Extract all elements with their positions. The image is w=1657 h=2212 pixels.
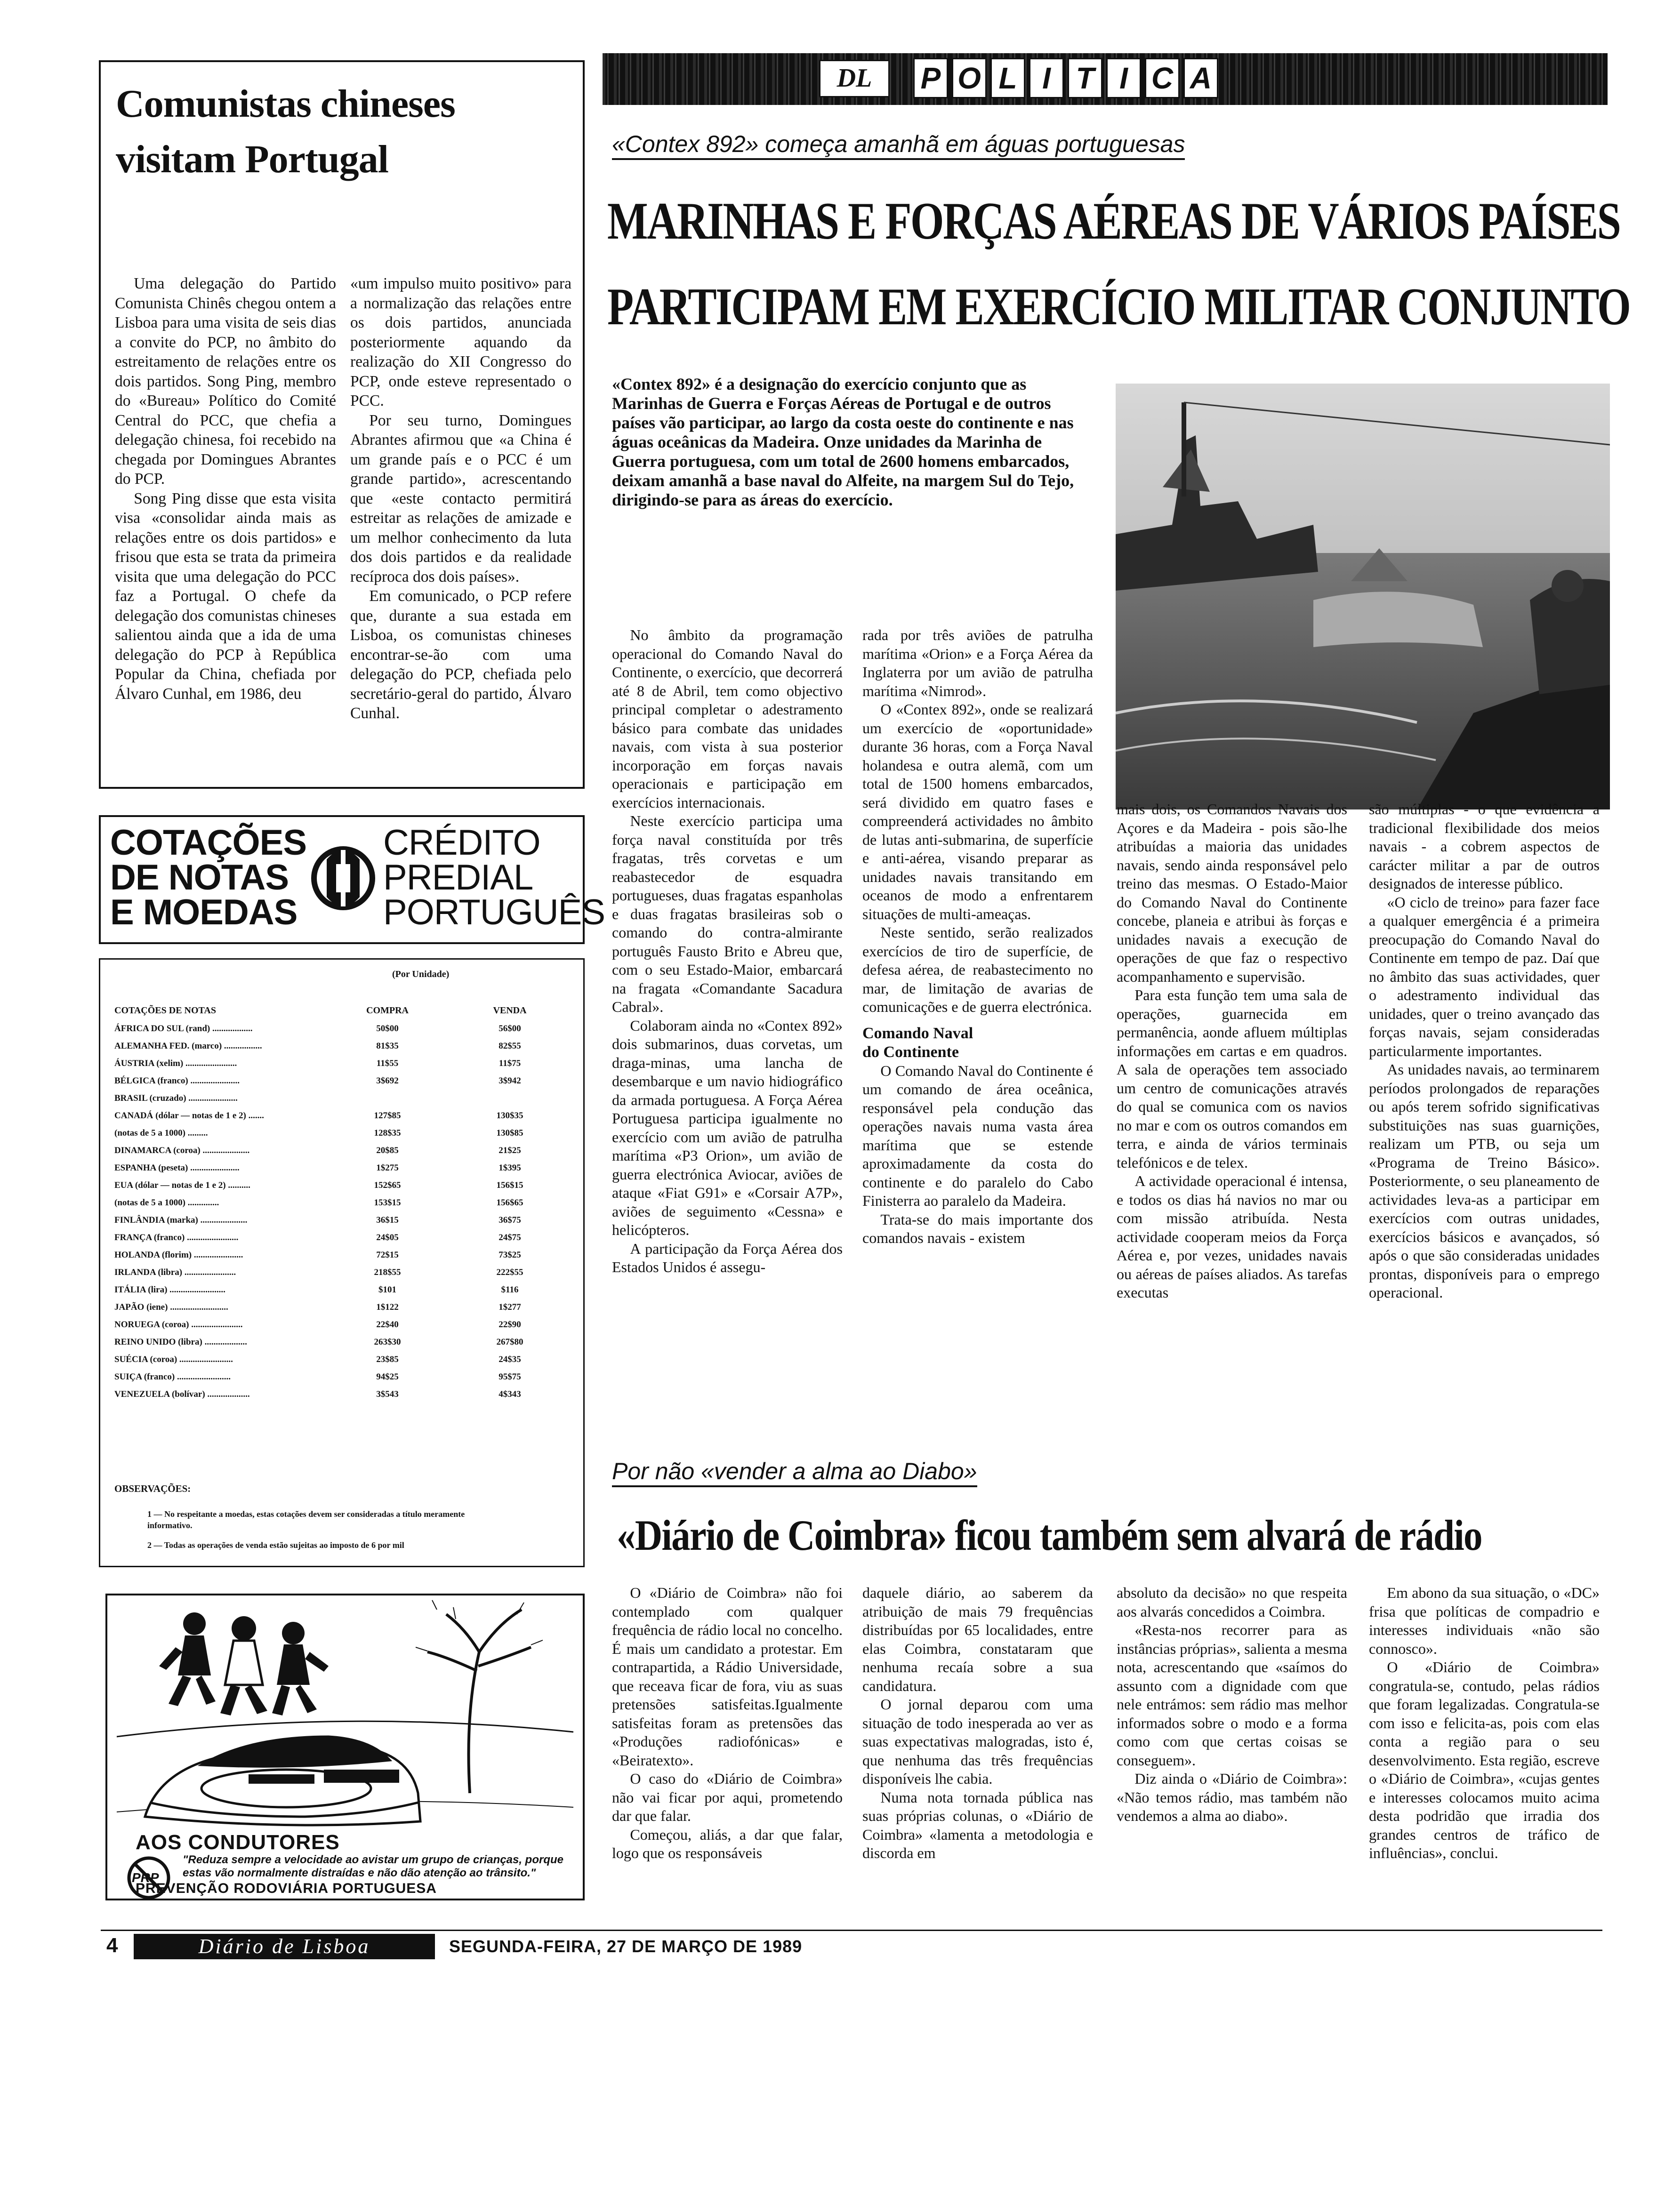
banner-letter: I	[1029, 58, 1064, 98]
main-article-headline1: MARINHAS E FORÇAS AÉREAS DE VÁRIOS PAÍSES	[607, 192, 1620, 250]
table-cell: 11$55	[376, 1058, 399, 1068]
chinese-article-col1	[115, 274, 336, 782]
paragraph: mais dois, os Comandos Navais dos Açores e da Madeira - pois são-lhe atribuídas a maioria das unidades navais, sendo ainda responsável pelo treino das mesmas. O Estado-Maior do Comando Naval do Continente concebe, planeia e atribui às forças e unidades navais a execução de operações de que faz o respectivo acompanhamento e supervisão.	[1117, 801, 1347, 985]
paragraph: Começou, aliás, a dar que falar, logo que os responsáveis	[612, 1826, 843, 1861]
table-row	[100, 1124, 571, 1142]
table-cell: 152$65	[374, 1180, 401, 1190]
table-row	[100, 1107, 571, 1124]
warship-photo	[1116, 384, 1610, 809]
header-cell: COMPRA	[366, 1005, 409, 1016]
quotes-ad-line: PREDIAL	[383, 858, 533, 898]
table-row	[100, 1055, 571, 1072]
table-row	[100, 1177, 571, 1194]
page-number: 4	[106, 1934, 118, 1957]
main-article-lead	[612, 375, 1092, 591]
paragraph: «um impulso muito positivo» para a normalização das relações entre os dois partidos, anunciada posteriormente aquando da realização do XII Congresso do PCP, onde esteve representado o PCC.	[350, 275, 571, 409]
paragraph: Por seu turno, Domingues Abrantes afirmou que «a China é um grande país e o PCC é um grande partido», acrescentando que «este contacto permitirá estreitar as relações de amizade e um melhor conhecimento da luta dos dois partidos e da realidade recíproca dos dois países».	[350, 411, 571, 585]
table-cell: 128$35	[374, 1128, 401, 1138]
table-cell: 3$942	[499, 1075, 521, 1086]
table-cell: 36$15	[376, 1215, 399, 1225]
paragraph: Trata-se do mais importante dos comandos navais - existem	[862, 1210, 1093, 1246]
radio-article-col1	[612, 1584, 843, 1932]
table-cell: 72$15	[376, 1250, 399, 1260]
table-cell: 153$15	[374, 1197, 401, 1208]
table-cell	[326, 1090, 449, 1107]
quotes-obs-title: OBSERVAÇÕES:	[114, 1483, 191, 1494]
table-cell: 130$85	[496, 1128, 523, 1138]
table-cell: (notas de 5 a 1000) .........	[114, 1128, 208, 1138]
table-cell: ITÁLIA (lira) .........................	[114, 1284, 225, 1295]
table-cell: 82$55	[499, 1041, 521, 1051]
table-cell: ALEMANHA FED. (marco) .................	[114, 1041, 262, 1051]
main-article-col1	[612, 626, 843, 1445]
paragraph: O caso do «Diário de Coimbra» não vai ficar por aqui, prometendo dar que falar.	[612, 1770, 843, 1824]
quotes-ad-left-text	[110, 825, 306, 930]
table-row	[100, 1020, 571, 1037]
table-cell: 21$25	[499, 1145, 521, 1155]
quotes-unit-note: (Por Unidade)	[392, 969, 450, 979]
paragraph: Neste exercício participa uma força naval constituída por três fragatas, três corvetas e um reabastecedor de esquadra portugueses, duas fragatas espanholas e duas fragatas brasileiras sob o comando do contra-almirante português Fausto Brito e Abreu que, com o seu Estado-Maior, embarcará na fragata «Comandante Sacadura Cabral».	[612, 812, 843, 1015]
table-cell: SUÉCIA (coroa) ........................	[114, 1354, 233, 1364]
paragraph: O «Contex 892», onde se realizará um exercício de «oportunidade» durante 36 horas, com a Força Naval holandesa e outra alemã, com um total de 1500 homens embarcados, será dividido em quatro fases e compreenderá actividades no âmbito de lutas anti-submarina, de superfície e anti-aérea, visando preparar as unidades navais transitando em oceanos de modo a enfrentarem situações de multi-ameaças.	[862, 701, 1093, 922]
table-cell: 130$35	[496, 1110, 523, 1121]
quotes-ad-line: DE NOTAS	[110, 858, 289, 898]
table-cell: ÁUSTRIA (xelim) .......................	[114, 1058, 237, 1068]
table-cell: EUA (dólar — notas de 1 e 2) ..........	[114, 1180, 250, 1190]
paragraph: Diz ainda o «Diário de Coimbra»: «Não temos rádio, mas também não vendemos a alma ao diabo».	[1117, 1770, 1347, 1824]
table-cell: 11$75	[499, 1058, 521, 1068]
table-cell: 20$85	[376, 1145, 399, 1155]
banner-letter: C	[1145, 58, 1180, 98]
table-cell: (notas de 5 a 1000) ..............	[114, 1197, 219, 1208]
table-cell: DINAMARCA (coroa) .....................	[114, 1145, 250, 1155]
chinese-article-title-line1: Comunistas chineses	[116, 82, 455, 126]
paragraph: Colaboram ainda no «Contex 892» dois submarinos, duas corvetas, um draga-minas, uma lancha de desembarque e um navio hidiográfico da armada portuguesa. A Força Aérea Portuguesa participa igualmente no exercício com um avião de patrulha marítima «P3 Orion», um avião de guerra electrónica Aviocar, aviões de ataque «Fiat G91» e «Corsair A7P», aviões de seguimento «Cessna» e helicópteros.	[612, 1017, 843, 1238]
credito-predial-logo-icon	[308, 831, 378, 925]
drivers-ad-footer: PREVENÇÃO RODOVIÁRIA PORTUGUESA	[136, 1881, 437, 1896]
table-cell: JAPÃO (iene) ..........................	[114, 1302, 228, 1312]
table-cell	[449, 1090, 571, 1107]
paragraph: rada por três aviões de patrulha marítima «Orion» e a Força Aérea da Inglaterra por um avião de patrulha marítima «Nimrod».	[862, 626, 1093, 699]
banner-letter: T	[1068, 58, 1102, 98]
table-row	[100, 1072, 571, 1090]
paragraph: são múltiplas - o que evidência a tradicional flexibilidade dos meios navais - a cobrem aspectos de carácter militar a par de outros designados de interesse público.	[1369, 801, 1600, 892]
drivers-ad-text: "Reduza sempre a velocidade ao avistar um grupo de crianças, porque estas vão normalmente distraídas e não dão atenção ao trânsito."	[183, 1853, 563, 1879]
paragraph: Para esta função tem uma sala de operações, guarnecida em permanência, aonde afluem múltiplas informações em cartas e em quadros. A sala de operações tem associado um centro de comunicações através do qual se comunica com os navios no mar e com os outros comandos em terra, e ainda de vários terminais telefónicos e de telex.	[1117, 986, 1347, 1171]
paragraph: «Resta-nos recorrer para as instâncias próprias», salienta a mesma nota, acrescentando que «saímos do assunto com a dignidade com que nele entrámos: sem rádio mas melhor informados sobre o modo e a forma como com que certas coisas se conseguem».	[1117, 1621, 1347, 1769]
main-article-col4	[1369, 800, 1600, 1445]
table-cell: 4$343	[499, 1389, 521, 1399]
table-cell: 218$55	[374, 1267, 401, 1277]
table-cell: 267$80	[496, 1337, 523, 1347]
table-cell: 22$90	[499, 1319, 521, 1330]
table-cell: ESPANHA (peseta) ......................	[114, 1162, 240, 1173]
paragraph: O jornal deparou com uma situação de todo inesperada ao ver as suas expectativas malogradas, isto é, que nenhuma das três frequências disponíveis lhe cabia.	[862, 1696, 1093, 1787]
banner-letter: L	[990, 58, 1025, 98]
paragraph: As unidades navais, ao terminarem períodos prolongados de reparações ou após terem sofrido significativas substituições nas suas guarnições, realizam um PTB, ou seja um «Programa de Treino Básico». Posteriormente, o seu planeamento de actividades leva-as a participar em exercícios com outras unidades, exercícios básicos e avançados, só após o que são consideradas unidades prontas, disponíveis para o emprego operacional.	[1369, 1061, 1600, 1301]
paragraph: Em abono da sua situação, o «DC» frisa que políticas de compadrio e interesses individuais «não são connosco».	[1369, 1584, 1600, 1657]
table-row	[100, 1333, 571, 1351]
table-cell: IRLANDA (libra) .......................	[114, 1267, 236, 1277]
table-cell: 24$05	[376, 1232, 399, 1242]
radio-article-col4	[1369, 1584, 1600, 1932]
chinese-article-title	[116, 76, 568, 187]
paragraph: O «Diário de Coimbra» congratula-se, contudo, pelas rádios que foram legalizadas. Congratula-se com isso e felicita-as, pois com elas conta a região para o seu desenvolvimento. Esta região, escreve o «Diário de Coimbra», «cujas gentes e interesses colocamos muito acima desta podridão que irradia dos grandes centros de tráfico de influências», conclui.	[1369, 1659, 1600, 1861]
quotes-obs2: 2 — Todas as operações de venda estão sujeitas ao imposto de 6 por mil	[147, 1540, 404, 1550]
table-row	[100, 1090, 571, 1107]
table-cell: 81$35	[376, 1041, 399, 1051]
main-article-kicker: «Contex 892» começa amanhã em águas portuguesas	[612, 131, 1185, 160]
table-cell: 3$543	[376, 1389, 399, 1399]
table-row	[100, 1368, 571, 1386]
banner-letter: O	[952, 58, 987, 98]
quotes-ad-line: COTAÇÕES	[110, 823, 307, 863]
subhead-line2: do Continente	[862, 1043, 959, 1061]
table-cell: 1$395	[499, 1162, 521, 1173]
paragraph: absoluto da decisão» no que respeita aos alvarás concedidos a Coimbra.	[1117, 1584, 1347, 1620]
table-cell: FINLÂNDIA (marka) .....................	[114, 1215, 248, 1225]
table-cell: 73$25	[499, 1250, 521, 1260]
page-footer	[101, 1930, 1602, 1964]
radio-article-kicker: Por não «vender a alma ao Diabo»	[612, 1458, 977, 1487]
chinese-communists-article-box	[99, 60, 585, 789]
table-row	[100, 1316, 571, 1333]
quotes-table-box	[99, 958, 585, 1567]
table-row	[100, 1386, 571, 1403]
table-cell: 24$75	[499, 1232, 521, 1242]
table-row	[100, 1351, 571, 1368]
banner-letter: A	[1183, 58, 1218, 98]
table-row	[100, 1264, 571, 1281]
table-cell: 3$692	[376, 1075, 399, 1086]
table-cell: VENEZUELA (bolívar) ...................	[114, 1389, 250, 1399]
table-cell: 1$275	[376, 1162, 399, 1173]
paragraph: A participação da Força Aérea dos Estados Unidos é assegu-	[612, 1240, 843, 1275]
table-cell: NORUEGA (coroa) .......................	[114, 1319, 243, 1330]
header-cell: VENDA	[493, 1005, 527, 1016]
radio-article-col2	[862, 1584, 1093, 1932]
table-cell: 263$30	[374, 1337, 401, 1347]
quotes-table-wrap	[100, 1001, 571, 1403]
banner-letter: P	[913, 58, 948, 98]
table-cell: 1$277	[499, 1302, 521, 1312]
table-cell: $116	[501, 1284, 519, 1295]
table-cell: ÁFRICA DO SUL (rand) ..................	[114, 1023, 253, 1034]
table-cell: 23$85	[376, 1354, 399, 1364]
table-cell: BRASIL (cruzado) ......................	[114, 1093, 238, 1103]
table-row	[100, 1298, 571, 1316]
table-row	[100, 1194, 571, 1211]
chinese-article-title-line2: visitam Portugal	[116, 137, 388, 181]
banner-pattern	[603, 53, 1608, 105]
section-banner-politica	[603, 53, 1608, 105]
main-article-col3	[1117, 800, 1347, 1445]
table-cell: 95$75	[499, 1371, 521, 1382]
table-cell: 24$35	[499, 1354, 521, 1364]
quotes-table	[100, 1001, 571, 1403]
radio-article-headline: «Diário de Coimbra» ficou também sem alvará de rádio	[617, 1511, 1482, 1559]
paragraph: A actividade operacional é intensa, e todos os dias há navios no mar ou com missão atribuída. Nesta actividade cooperam meios da Força Aérea e, por vezes, unidades navais ou aéreas de países aliados. As tarefas executas	[1117, 1172, 1347, 1301]
table-row	[100, 1229, 571, 1246]
table-cell: $101	[378, 1284, 396, 1295]
children-crossing-illustration	[107, 1595, 583, 1840]
table-row	[100, 1281, 571, 1298]
paragraph: Em comunicado, o PCP refere que, durante a sua estada em Lisboa, os comunistas chineses encontrar-se-ão com uma delegação do PCP, chefiada pelo secretário-geral do partido, Álvaro Cunhal.	[350, 587, 571, 722]
quotes-obs1: 1 — No respeitante a moedas, estas cotações devem ser consideradas a título meramente informativo.	[147, 1509, 465, 1530]
dl-logo: DL	[819, 60, 890, 97]
subhead-line1: Comando Naval	[862, 1024, 973, 1042]
paragraph: Uma delegação do Partido Comunista Chinês chegou ontem a Lisboa para uma visita de seis dias a convite do PCP, no âmbito do estreitamento de relações entre os dois partidos. Song Ping, membro do «Bureau» Político do Comité Central do PCC, que chefia a delegação chinesa, foi recebido na chegada por Domingues Abrantes do PCP.	[115, 275, 336, 488]
paragraph: O «Diário de Coimbra» não foi contemplado com qualquer frequência de rádio local no concelho. É mais um candidato a protestar. Em contrapartida, a Rádio Universidade, que receava ficar de fora, viu as suas pretensões satisfeitas.Igualmente satisfeitas foram as pretensões das «Produções radiofónicas» e «Beiratexto».	[612, 1584, 843, 1769]
drivers-ad-title: AOS CONDUTORES	[136, 1831, 340, 1854]
paragraph: No âmbito da programação operacional do Comando Naval do Continente, o exercício, que decorrerá até 8 de Abril, tem como objectivo principal completar o adestramento básico para combate das unidades navais, com vista à sua posterior incorporação em forças navais operacionais e participação em exercícios internacionais.	[612, 626, 843, 811]
table-cell: SUIÇA (franco) ........................	[114, 1371, 231, 1382]
table-cell: HOLANDA (florim) ......................	[114, 1250, 243, 1260]
drivers-ad-box	[105, 1594, 585, 1900]
header-cell: COTAÇÕES DE NOTAS	[114, 1005, 216, 1016]
paragraph: daquele diário, ao saberem da atribuição de mais 79 frequências distribuídas por 65 localidades, entre elas Coimbra, constataram que nenhuma recaía sobre a sua candidatura.	[862, 1584, 1093, 1694]
lead-paragraph: «Contex 892» é a designação do exercício conjunto que as Marinhas de Guerra e Forças Aéreas de Portugal e de outros países vão participar, ao largo da costa oeste do continente e nas águas oceânicas da Madeira. Onze unidades da Marinha de Guerra portuguesa, com um total de 2600 homens embarcados, deixam amanhã a base naval do Alfeite, na margem Sul do Tejo, dirigindo-se para as áreas do exercício.	[612, 375, 1074, 509]
table-row	[100, 1159, 571, 1177]
paragraph: «O ciclo de treino» para fazer face a qualquer emergência é a primeira preocupação do Comando Naval do Continente em tempo de paz. Daí que no âmbito das suas actividades, quer o adestramento individual das unidades, quer o treino avançado das forças navais, sejam consideradas particularmente importantes.	[1369, 893, 1600, 1059]
quotes-table-header	[100, 1001, 571, 1020]
subhead-comando-naval	[862, 1024, 1093, 1062]
table-cell: REINO UNIDO (libra) ...................	[114, 1337, 247, 1347]
quotes-ad-box	[99, 815, 605, 944]
table-cell: 222$55	[496, 1267, 523, 1277]
quotes-ad-line: CRÉDITO	[383, 823, 540, 863]
table-cell: 36$75	[499, 1215, 521, 1225]
prp-logo-text: PRP	[132, 1870, 159, 1885]
main-article-col2	[862, 626, 1093, 1445]
radio-article-col3	[1117, 1584, 1347, 1932]
table-cell: 50$00	[376, 1023, 399, 1034]
table-cell: 127$85	[374, 1110, 401, 1121]
quotes-ad-line: PORTUGUÊS	[383, 892, 605, 932]
table-cell: 156$15	[496, 1180, 523, 1190]
table-row	[100, 1211, 571, 1229]
table-cell: 1$122	[376, 1302, 399, 1312]
masthead: Diário de Lisboa	[134, 1934, 435, 1959]
table-row	[100, 1142, 571, 1159]
table-row	[100, 1037, 571, 1055]
table-cell: FRANÇA (franco) .......................	[114, 1232, 239, 1242]
paragraph: Song Ping disse que esta visita visa «consolidar ainda mais as relações entre os dois partidos» e frisou que esta se trata da primeira visita que uma delegação do PCC faz a Portugal. O chefe da delegação dos comunistas chineses salientou ainda que a ida de uma delegação do PCP à República Popular da China, chefiada por Álvaro Cunhal, em 1986, deu	[115, 489, 336, 703]
table-cell: 56$00	[499, 1023, 521, 1034]
table-cell: 94$25	[376, 1371, 399, 1382]
main-article-headline2: PARTICIPAM EM EXERCÍCIO MILITAR CONJUNTO	[607, 278, 1630, 336]
table-row	[100, 1246, 571, 1264]
table-cell: 22$40	[376, 1319, 399, 1330]
paragraph: O Comando Naval do Continente é um comando de área oceânica, responsável pela condução das operações navais numa vasta área marítima que se estende aproximadamente da costa do continente e do paralelo do Cabo Finisterra ao paralelo da Madeira.	[862, 1062, 1093, 1209]
table-cell: 156$65	[496, 1197, 523, 1208]
banner-letter: I	[1106, 58, 1141, 98]
chinese-article-col2	[350, 274, 571, 782]
paragraph: Neste sentido, serão realizados exercícios de tiro de superfície, de defesa aérea, de reabastecimento no mar, de limitação de avarias de comunicações e de guerra electrónica.	[862, 924, 1093, 1015]
footer-date: SEGUNDA-FEIRA, 27 DE MARÇO DE 1989	[449, 1937, 803, 1956]
quotes-ad-right-text	[383, 825, 605, 930]
table-cell: BÉLGICA (franco) ......................	[114, 1075, 240, 1086]
table-cell: CANADÁ (dólar — notas de 1 e 2) .......	[114, 1110, 264, 1121]
paragraph: Numa nota tornada pública nas suas próprias colunas, o «Diário de Coimbra» «lamenta a metodologia e discorda em	[862, 1788, 1093, 1861]
quotes-ad-line: E MOEDAS	[110, 892, 298, 932]
